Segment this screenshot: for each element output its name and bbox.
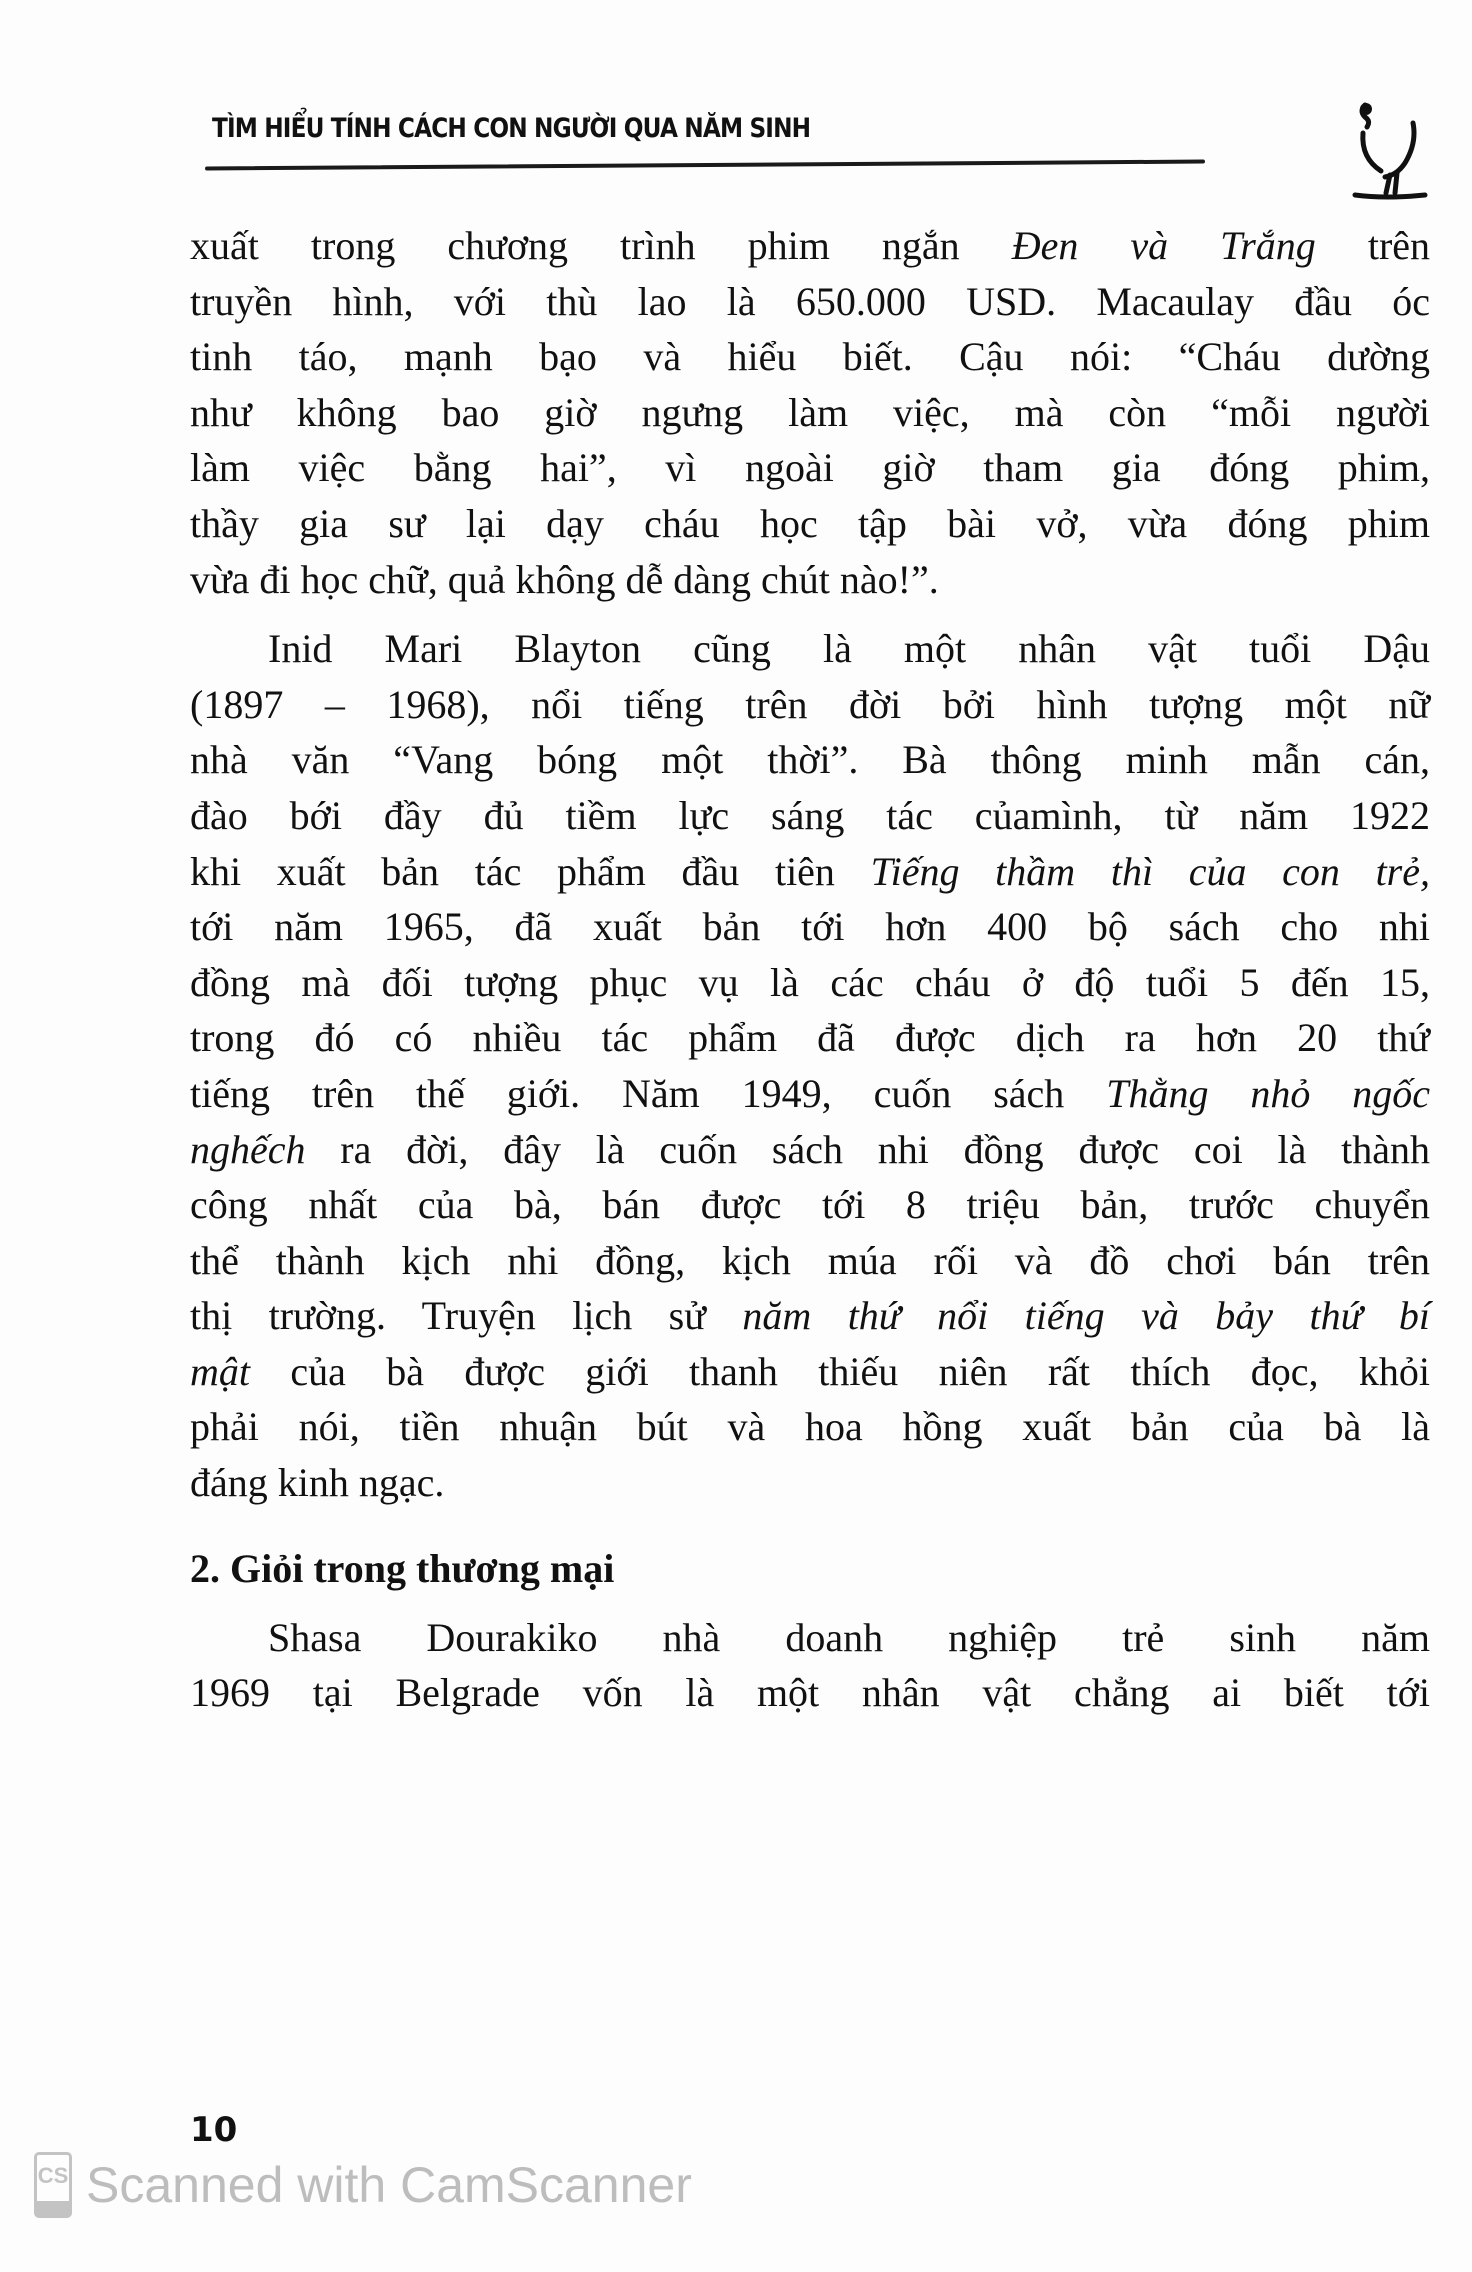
text-line: mật của bà được giới thanh thiếu niên rất thích đọc, khỏi bbox=[190, 1348, 1430, 1394]
text-line: thầy gia sư lại dạy cháu học tập bài vở, vừa đóng phim bbox=[190, 500, 1430, 546]
text-line: (1897 – 1968), nổi tiếng trên đời bởi hình tượng một nữ bbox=[190, 681, 1430, 727]
text-line: nhà văn “Vang bóng một thời”. Bà thông minh mẫn cán, bbox=[190, 737, 1430, 783]
text-line: truyền hình, với thù lao là 650.000 USD. Macaulay đầu óc bbox=[190, 278, 1430, 324]
watermark-text: Scanned with CamScanner bbox=[86, 2157, 692, 2213]
camscanner-watermark bbox=[34, 2152, 692, 2218]
running-title: TÌM HIỂU TÍNH CÁCH CON NGƯỜI QUA NĂM SINH bbox=[212, 113, 811, 144]
camscanner-logo-icon: CS bbox=[34, 2152, 72, 2218]
text-line: 1969 tại Belgrade vốn là một nhân vật chẳng ai biết tới bbox=[190, 1670, 1430, 1716]
text-line: phải nói, tiền nhuận bút và hoa hồng xuất bản của bà là bbox=[190, 1404, 1430, 1450]
text-line: tới năm 1965, đã xuất bản tới hơn 400 bộ sách cho nhi bbox=[190, 904, 1430, 950]
text-line: tinh táo, mạnh bạo và hiểu biết. Cậu nói: “Cháu dường bbox=[190, 334, 1430, 380]
text-line: Shasa Dourakiko nhà doanh nghiệp trẻ sinh năm bbox=[268, 1614, 1430, 1660]
text-line: làm việc bằng hai”, vì ngoài giờ tham gia đóng phim, bbox=[190, 445, 1430, 491]
body-text bbox=[190, 218, 1430, 1721]
text-line: xuất trong chương trình phim ngắn Đen và Trắng trên bbox=[190, 223, 1431, 268]
section-heading: 2. Giỏi trong thương mại bbox=[190, 1545, 615, 1591]
rooster-icon bbox=[1335, 95, 1445, 205]
text-line: công nhất của bà, bán được tới 8 triệu bản, trước chuyển bbox=[190, 1182, 1430, 1228]
text-line: nghếch ra đời, đây là cuốn sách nhi đồng được coi là thành bbox=[190, 1126, 1430, 1172]
text-line: đáng kinh ngạc. bbox=[190, 1460, 445, 1506]
text-line: tiếng trên thế giới. Năm 1949, cuốn sách Thằng nhỏ ngốc bbox=[190, 1070, 1431, 1116]
header-rule bbox=[205, 160, 1205, 171]
text-line: vừa đi học chữ, quả không dễ dàng chút nào!”. bbox=[190, 556, 939, 602]
text-line: thị trường. Truyện lịch sử năm thứ nổi tiếng và bảy thứ bí bbox=[190, 1293, 1430, 1339]
text-line: như không bao giờ ngưng làm việc, mà còn “mỗi người bbox=[190, 389, 1430, 435]
text-line: khi xuất bản tác phẩm đầu tiên Tiếng thầm thì của con trẻ, bbox=[190, 848, 1430, 894]
text-line: Inid Mari Blayton cũng là một nhân vật tuổi Dậu bbox=[268, 626, 1430, 672]
page-number: 10 bbox=[190, 2110, 238, 2150]
text-line: đào bới đầy đủ tiềm lực sáng tác củamình, từ năm 1922 bbox=[190, 792, 1430, 838]
text-line: đồng mà đối tượng phục vụ là các cháu ở độ tuổi 5 đến 15, bbox=[190, 959, 1430, 1005]
text-line: thể thành kịch nhi đồng, kịch múa rối và đồ chơi bán trên bbox=[190, 1237, 1430, 1283]
text-line: trong đó có nhiều tác phẩm đã được dịch ra hơn 20 thứ bbox=[190, 1015, 1430, 1061]
